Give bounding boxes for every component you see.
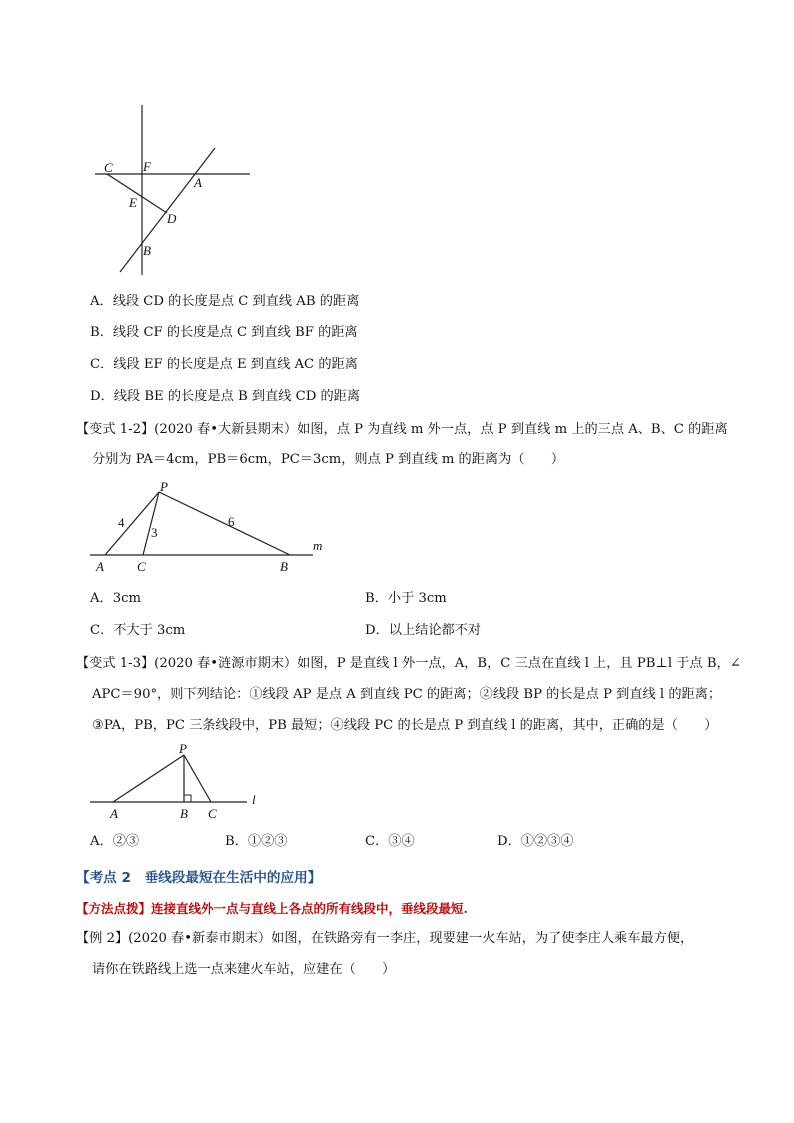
q3-option-b: B．①②③ xyxy=(225,834,288,849)
q3-option-c: C．③④ xyxy=(365,834,415,849)
q2-stem-line-1: 【变式 1-2】(2020 春•大新县期末）如图，点 P 为直线 m 外一点，点 P 到直线 m 上的三点 A、B、C 的距离 xyxy=(76,422,728,437)
q2-option-a: A．3cm xyxy=(90,591,141,606)
q1-option-c: C．线段 EF 的长度是点 E 到直线 AC 的距离 xyxy=(90,357,358,372)
fig1-label-F: F xyxy=(143,159,151,174)
section-heading: 【考点 2 垂线段最短在生活中的应用】 xyxy=(76,870,322,886)
q3-stem-line-3: ③PA，PB，PC 三条线段中，PB 最短；④线段 PC 的长是点 P 到直线 l 的距离，其中，正确的是（ ） xyxy=(92,718,718,733)
fig2-label-m: m xyxy=(313,538,323,553)
fig2-length-pb: 6 xyxy=(228,514,235,529)
method-tip-label: 【方法点拨】 xyxy=(76,901,152,916)
fig1-label-D: D xyxy=(167,211,177,226)
fig1-label-E: E xyxy=(129,195,137,210)
fig2-length-pa: 4 xyxy=(118,515,125,530)
q1-option-a: A．线段 CD 的长度是点 C 到直线 AB 的距离 xyxy=(90,294,360,309)
fig1-label-B: B xyxy=(143,243,151,258)
figure-3 xyxy=(85,742,275,822)
method-tip-text: 连接直线外一点与直线上各点的所有线段中，垂线段最短. xyxy=(151,901,468,916)
fig3-label-l: l xyxy=(252,792,256,807)
q3-stem-line-2: APC＝90°，则下列结论：①线段 AP 是点 A 到直线 PC 的距离；②线段 BP 的长是点 P 到直线 l 的距离； xyxy=(92,687,722,702)
figure-1-lines xyxy=(85,100,260,280)
q2-option-b: B．小于 3cm xyxy=(365,591,447,606)
q3-stem-line-1: 【变式 1-3】(2020 春•涟源市期末）如图，P 是直线 l 外一点，A，B，C 三点在直线 l 上，且 PB⊥l 于点 B，∠ xyxy=(76,656,741,671)
fig3-label-P: P xyxy=(179,742,187,756)
q2-stem-line-2: 分别为 PA＝4cm，PB＝6cm，PC＝3cm，则点 P 到直线 m 的距离为（ ） xyxy=(92,452,565,467)
figure-2 xyxy=(85,480,335,575)
q3-option-d: D．①②③④ xyxy=(497,834,574,849)
fig3-label-B: B xyxy=(180,806,188,821)
q1-option-d: D．线段 BE 的长度是点 B 到直线 CD 的距离 xyxy=(90,389,361,404)
ex2-stem-line-2: 请你在铁路线上选一点来建火车站，应建在（ ） xyxy=(92,962,396,977)
fig3-label-A: A xyxy=(110,806,118,821)
fig2-label-B: B xyxy=(280,559,288,574)
q2-option-c: C．不大于 3cm xyxy=(90,623,186,638)
method-tip xyxy=(76,899,468,917)
fig3-label-C: C xyxy=(208,806,217,821)
fig2-label-C: C xyxy=(137,559,146,574)
fig1-label-A: A xyxy=(194,175,202,190)
fig2-label-P: P xyxy=(160,480,168,494)
fig2-label-A: A xyxy=(96,559,104,574)
ex2-stem-line-1: 【例 2】(2020 春•新泰市期末）如图，在铁路旁有一李庄，现要建一火车站，为了使李庄人乘车最方便， xyxy=(76,931,694,946)
q2-option-d: D．以上结论都不对 xyxy=(365,623,482,638)
q3-option-a: A．②③ xyxy=(90,834,140,849)
fig1-label-C: C xyxy=(104,160,113,175)
fig2-length-pc: 3 xyxy=(151,525,158,540)
q1-option-b: B．线段 CF 的长度是点 C 到直线 BF 的距离 xyxy=(90,325,358,340)
